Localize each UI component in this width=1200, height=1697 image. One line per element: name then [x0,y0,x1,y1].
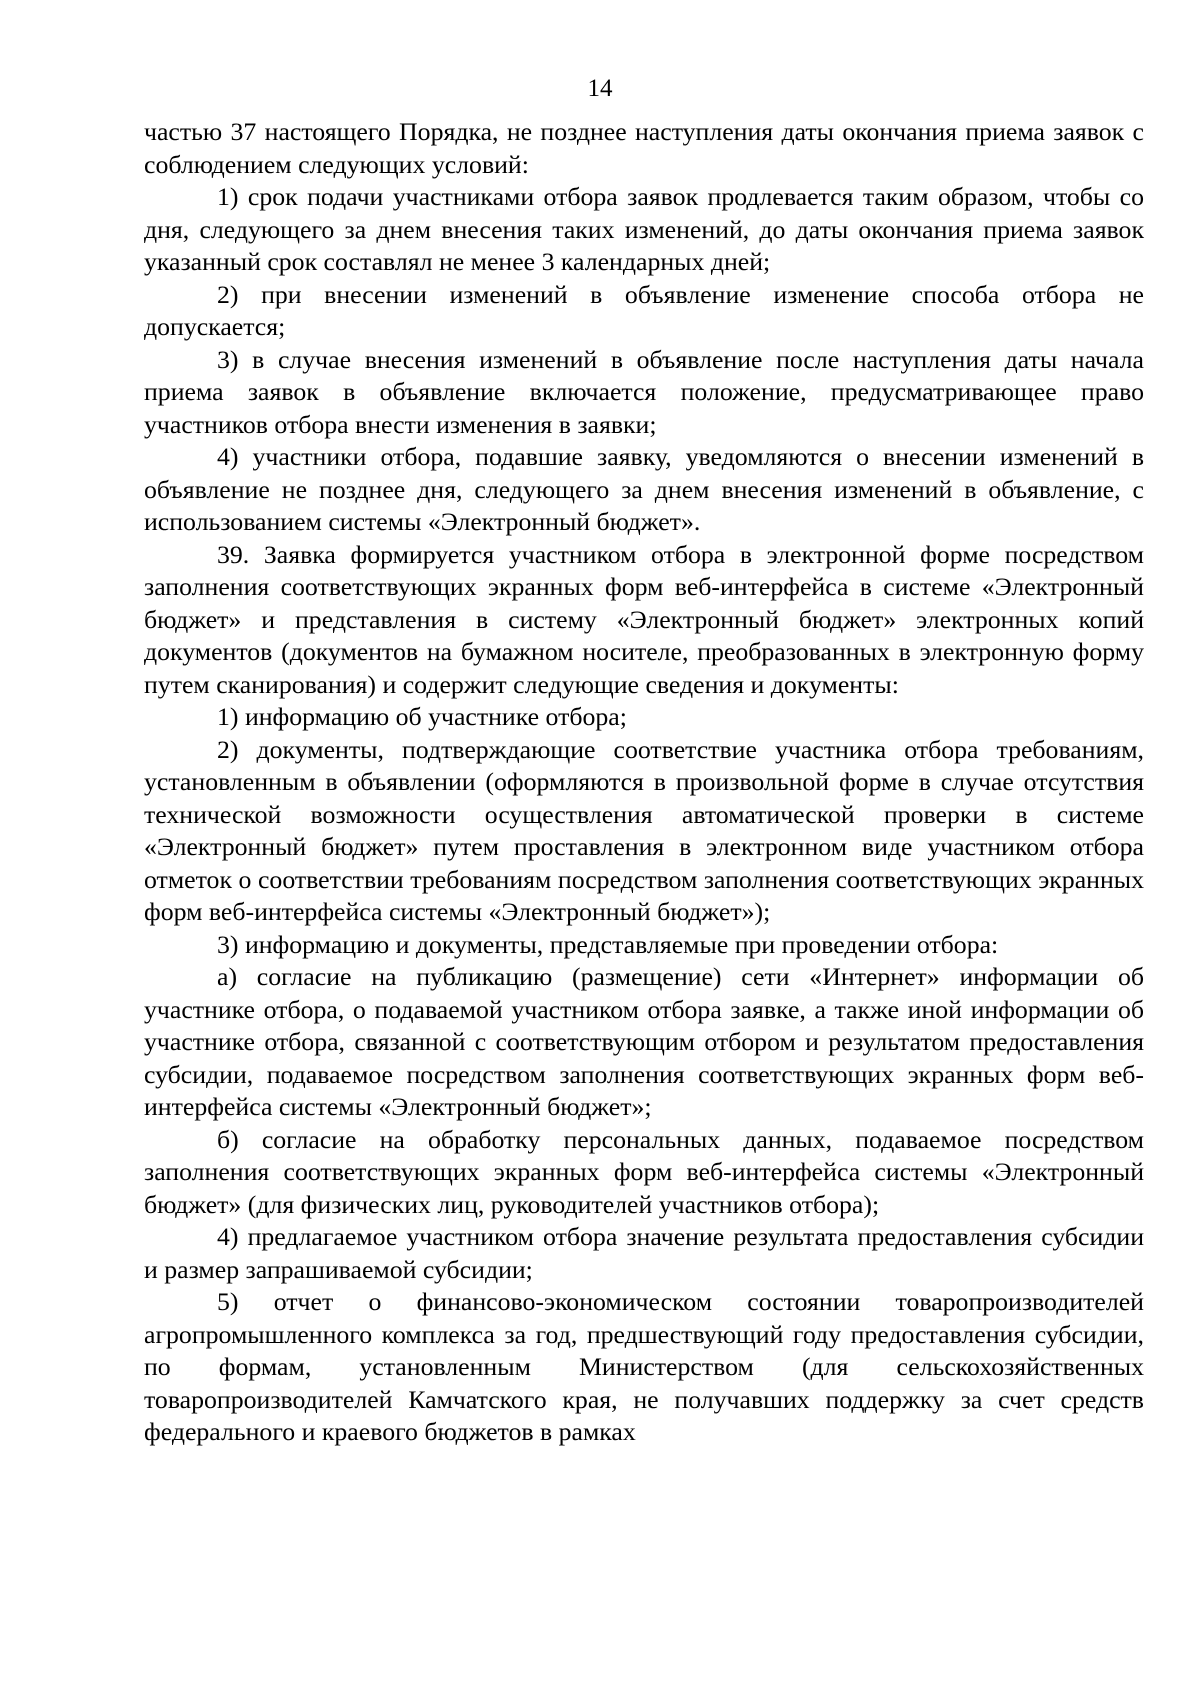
page-number: 14 [587,75,613,102]
paragraph: 4) предлагаемое участником отбора значение результата предоставления субсидии и размер запрашиваемой субсидии; [144,1222,1144,1284]
paragraph: частью 37 настоящего Порядка, не позднее наступления даты окончания приема заявок с соблюдением следующих условий: [144,117,1144,179]
paragraph: 1) срок подачи участниками отбора заявок продлевается таким образом, чтобы со дня, следующего за днем внесения таких изменений, до даты окончания приема заявок указанный срок составлял не менее 3 календарных дней; [144,182,1144,276]
paragraph: 1) информацию об участнике отбора; [217,702,627,731]
paragraph: 2) при внесении изменений в объявление изменение способа отбора не допускается; [144,279,1144,341]
paragraph: б) согласие на обработку персональных данных, подаваемое посредством заполнения соответствующих экранных форм веб-интерфейса системы «Электронный бюджет» (для физических лиц, руководителей участников отбора); [144,1124,1144,1219]
paragraph: 3) информацию и документы, представляемые при проведении отбора: [217,929,999,959]
paragraph: 2) документы, подтверждающие соответствие участника отбора требованиям, установленным в объявлении (оформляются в произвольной форме в случае отсутствия технической возможности осуществления автоматической проверки в системе «Электронный бюджет» путем проставления в электронном виде участником отбора отметок о соответствии требованиям посредством заполнения соответствующих экранных форм веб-интерфейса системы «Электронный бюджет»); [144,734,1144,926]
paragraph: а) согласие на публикацию (размещение) сети «Интернет» информации об участнике отбора, о подаваемой участником отбора заявке, а также иной информации об участнике отбора, связанной с соответствующим отбором и результатом предоставления субсидии, подаваемое посредством заполнения соответствующих экранных форм веб-интерфейса системы «Электронный бюджет»; [144,962,1144,1121]
paragraph: 3) в случае внесения изменений в объявление после наступления даты начала приема заявок в объявление включается положение, предусматривающее право участников отбора внести изменения в заявки; [144,344,1144,439]
paragraph: 39. Заявка формируется участником отбора в электронной форме посредством заполнения соответствующих экранных форм веб-интерфейса в системе «Электронный бюджет» и представления в систему «Электронный бюджет» электронных копий документов (документов на бумажном носителе, преобразованных в электронную форму путем сканирования) и содержит следующие сведения и документы: [144,539,1144,699]
paragraph: 4) участники отбора, подавшие заявку, уведомляются о внесении изменений в объявление не позднее дня, следующего за днем внесения изменений в объявление, с использованием системы «Электронный бюджет». [144,442,1144,536]
document-body [144,116,1144,1449]
paragraph: 5) отчет о финансово-экономическом состоянии товаропроизводителей агропромышленного комплекса за год, предшествующий году предоставления субсидии, по формам, установленным Министерством (для сельскохозяйственных товаропроизводителей Камчатского края, не получавших поддержку за счет средств федерального и краевого бюджетов в рамках [144,1287,1144,1446]
